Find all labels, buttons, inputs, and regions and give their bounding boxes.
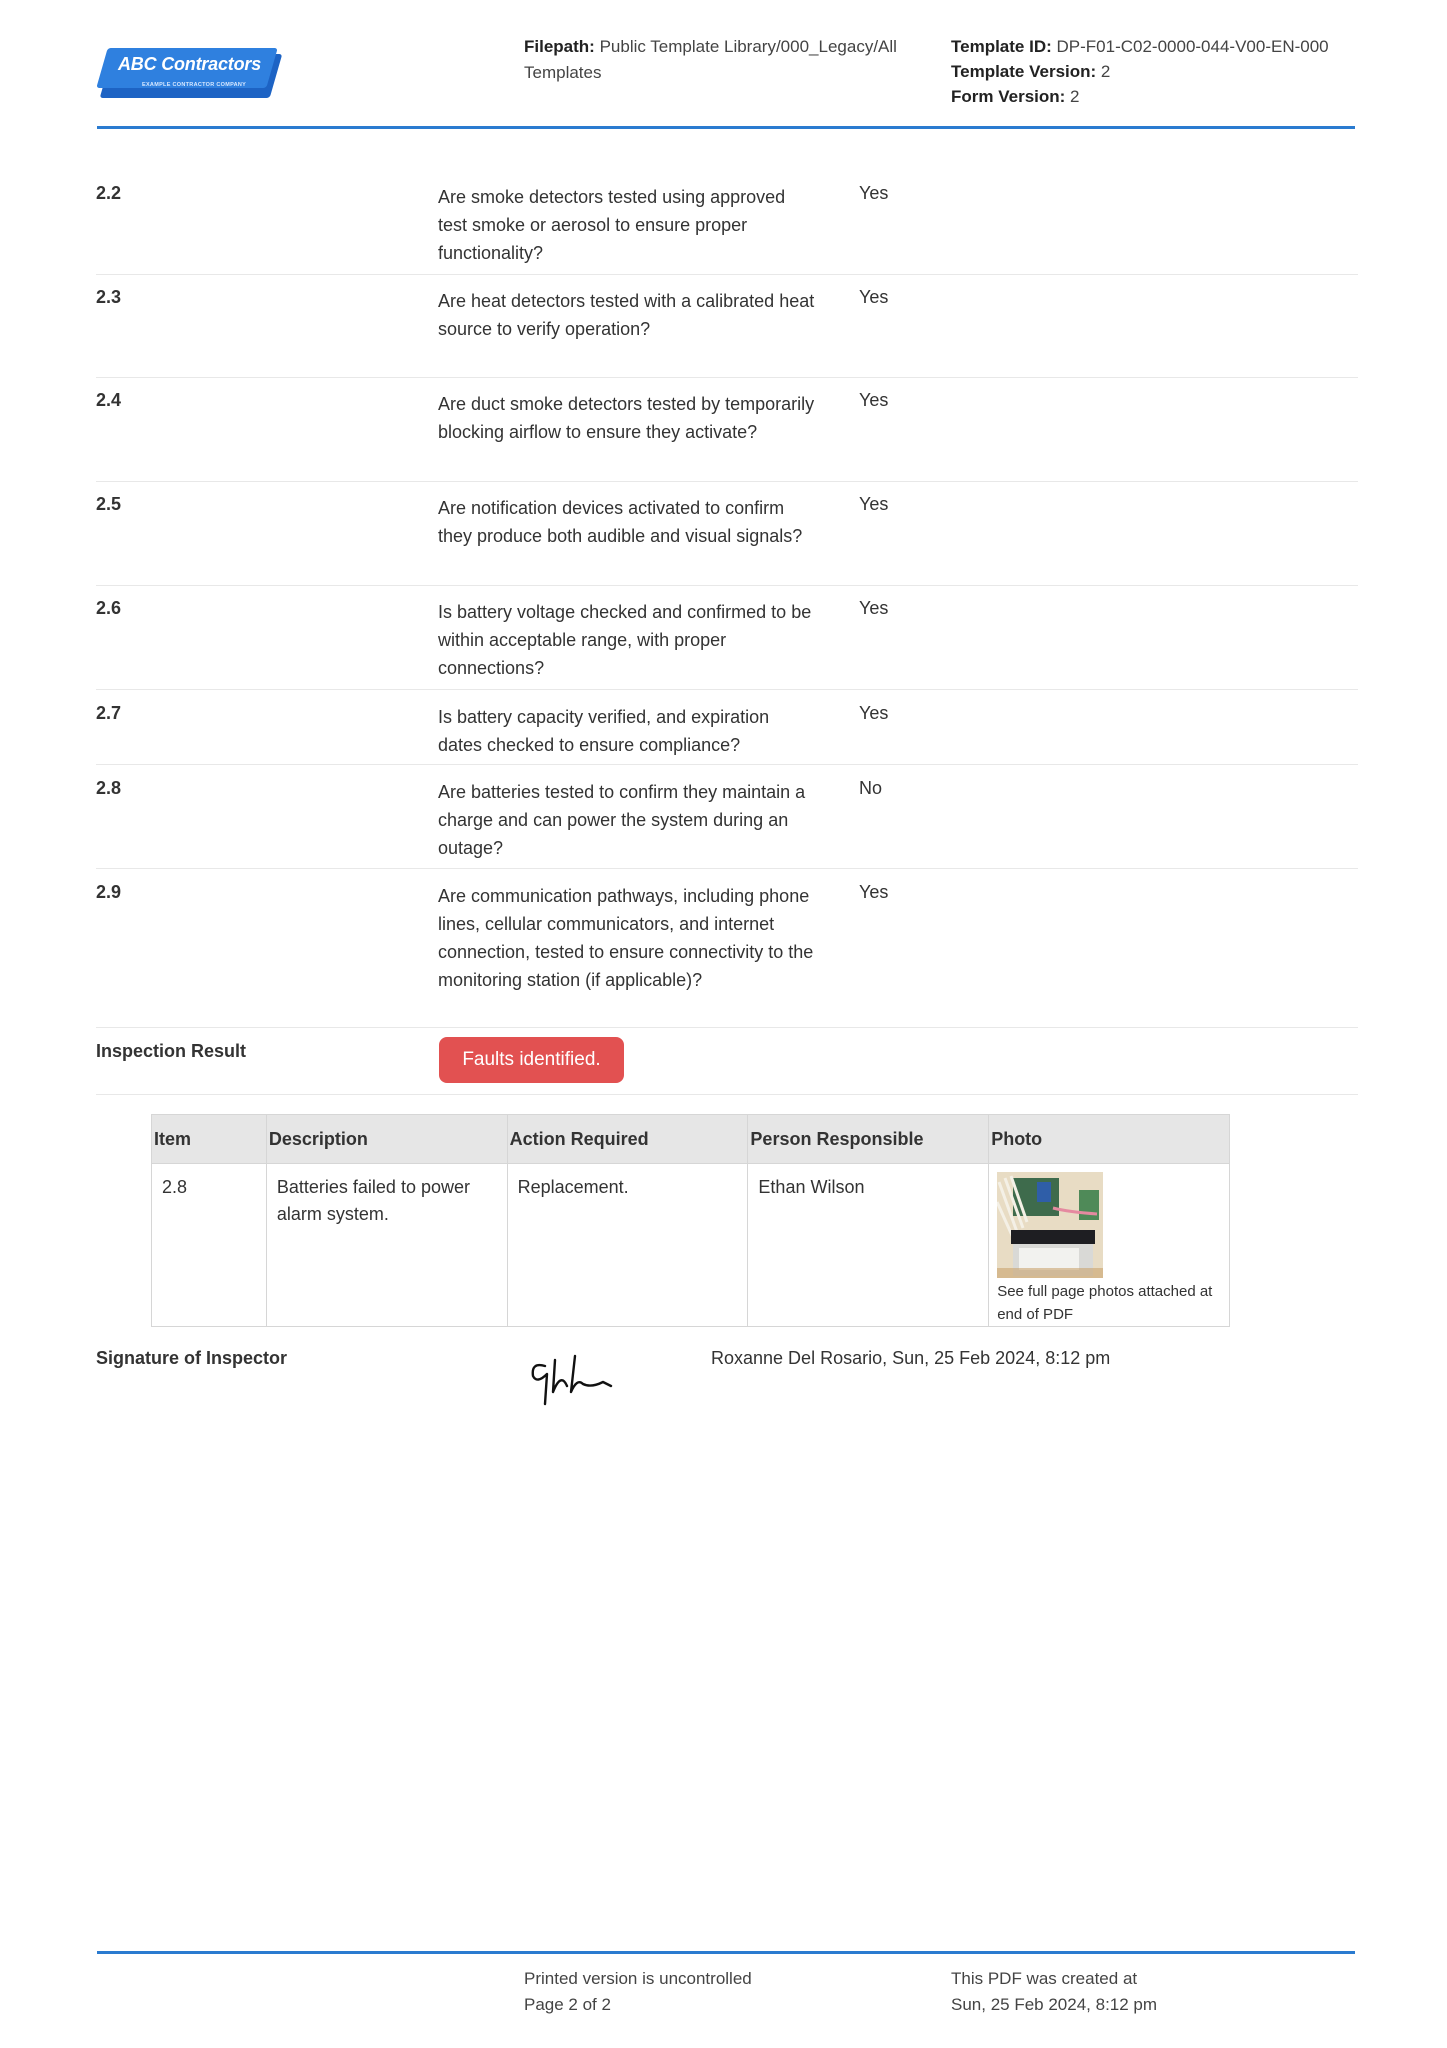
filepath-label: Filepath:	[524, 37, 595, 56]
column-header-action: Action Required	[507, 1115, 748, 1164]
signature-image	[525, 1352, 635, 1412]
filepath	[524, 34, 924, 86]
inspection-result-badge: Faults identified.	[439, 1037, 624, 1083]
signature-signed-by: Roxanne Del Rosario, Sun, 25 Feb 2024, 8:12 pm	[711, 1348, 1111, 1368]
form-version-value: 2	[1070, 87, 1080, 106]
actions-table	[151, 1114, 1230, 1327]
question-row	[96, 598, 1358, 690]
question-answer: Yes	[859, 703, 889, 723]
signature-scribble-icon	[525, 1352, 635, 1412]
question-number: 2.6	[96, 598, 122, 618]
question-text: Are communication pathways, including phone lines, cellular communicators, and internet connection, tested to ensure connectivity to the monitoring station (if applicable)?	[438, 886, 814, 990]
question-number: 2.3	[96, 287, 122, 307]
question-answer: Yes	[859, 494, 889, 514]
cell-description: Batteries failed to power alarm system.	[266, 1164, 507, 1327]
question-row	[96, 390, 1358, 482]
question-row	[96, 778, 1358, 869]
signature-label: Signature of Inspector	[96, 1348, 288, 1368]
footer-page-number: Page 2 of 2	[524, 1995, 611, 2014]
question-answer: Yes	[859, 390, 889, 410]
question-number: 2.8	[96, 778, 122, 798]
filepath-value: Public Template Library/000_Legacy/All Templates	[524, 37, 897, 82]
template-meta	[951, 34, 1371, 109]
column-header-description: Description	[266, 1115, 507, 1164]
battery-photo-thumbnail[interactable]	[997, 1172, 1103, 1278]
column-header-person: Person Responsible	[748, 1115, 989, 1164]
question-answer: Yes	[859, 882, 889, 902]
photo-image-icon	[997, 1172, 1103, 1278]
template-id	[951, 34, 1371, 59]
question-row	[96, 494, 1358, 586]
question-text: Are notification devices activated to confirm they produce both audible and visual signals?	[438, 498, 803, 546]
footer-uncontrolled: Printed version is uncontrolled	[524, 1969, 752, 1988]
inspection-result-label: Inspection Result	[96, 1041, 247, 1061]
company-logo	[98, 48, 280, 100]
question-row	[96, 287, 1358, 378]
question-answer: Yes	[859, 598, 889, 618]
question-number: 2.7	[96, 703, 122, 723]
table-header-row	[152, 1115, 1230, 1164]
logo-title: ABC Contractors	[118, 54, 262, 74]
question-number: 2.2	[96, 183, 122, 203]
question-number: 2.4	[96, 390, 122, 410]
photo-caption: See full page photos attached at end of PDF	[997, 1283, 1213, 1323]
question-row	[96, 183, 1358, 275]
column-header-photo: Photo	[989, 1115, 1230, 1164]
footer-created-label: This PDF was created at	[951, 1969, 1138, 1988]
footer-divider	[97, 1951, 1355, 1954]
question-row	[96, 882, 1358, 1028]
template-version-label: Template Version:	[951, 62, 1097, 81]
form-version-label: Form Version:	[951, 87, 1066, 106]
question-number: 2.9	[96, 882, 122, 902]
header-divider	[97, 126, 1355, 129]
question-text: Are smoke detectors tested using approved test smoke or aerosol to ensure proper functionality?	[438, 187, 786, 263]
question-answer: Yes	[859, 287, 889, 307]
cell-person: Ethan Wilson	[748, 1164, 989, 1327]
template-id-value: DP-F01-C02-0000-044-V00-EN-000	[1056, 37, 1329, 56]
result-divider	[96, 1094, 1358, 1095]
template-id-label: Template ID:	[951, 37, 1052, 56]
question-number: 2.5	[96, 494, 122, 514]
table-row	[152, 1164, 1230, 1327]
question-answer: Yes	[859, 183, 889, 203]
template-version	[951, 59, 1371, 84]
cell-photo	[989, 1164, 1230, 1327]
question-answer: No	[859, 778, 883, 798]
cell-item: 2.8	[152, 1164, 267, 1327]
question-text: Are duct smoke detectors tested by temporarily blocking airflow to ensure they activate?	[438, 394, 815, 442]
question-text: Is battery capacity verified, and expiration dates checked to ensure compliance?	[438, 707, 770, 755]
question-text: Are batteries tested to confirm they maintain a charge and can power the system during an outage?	[438, 782, 806, 858]
footer-created-value: Sun, 25 Feb 2024, 8:12 pm	[951, 1995, 1158, 2014]
cell-action: Replacement.	[507, 1164, 748, 1327]
form-version	[951, 84, 1371, 109]
question-text: Are heat detectors tested with a calibrated heat source to verify operation?	[438, 291, 815, 339]
template-version-value: 2	[1100, 62, 1111, 81]
question-text: Is battery voltage checked and confirmed to be within acceptable range, with proper connections?	[438, 602, 812, 678]
question-row	[96, 703, 1358, 765]
logo-subtitle: EXAMPLE CONTRACTOR COMPANY	[142, 82, 247, 88]
footer-created-block	[951, 1966, 1157, 2018]
column-header-item: Item	[152, 1115, 267, 1164]
footer-uncontrolled-block	[524, 1966, 752, 2018]
